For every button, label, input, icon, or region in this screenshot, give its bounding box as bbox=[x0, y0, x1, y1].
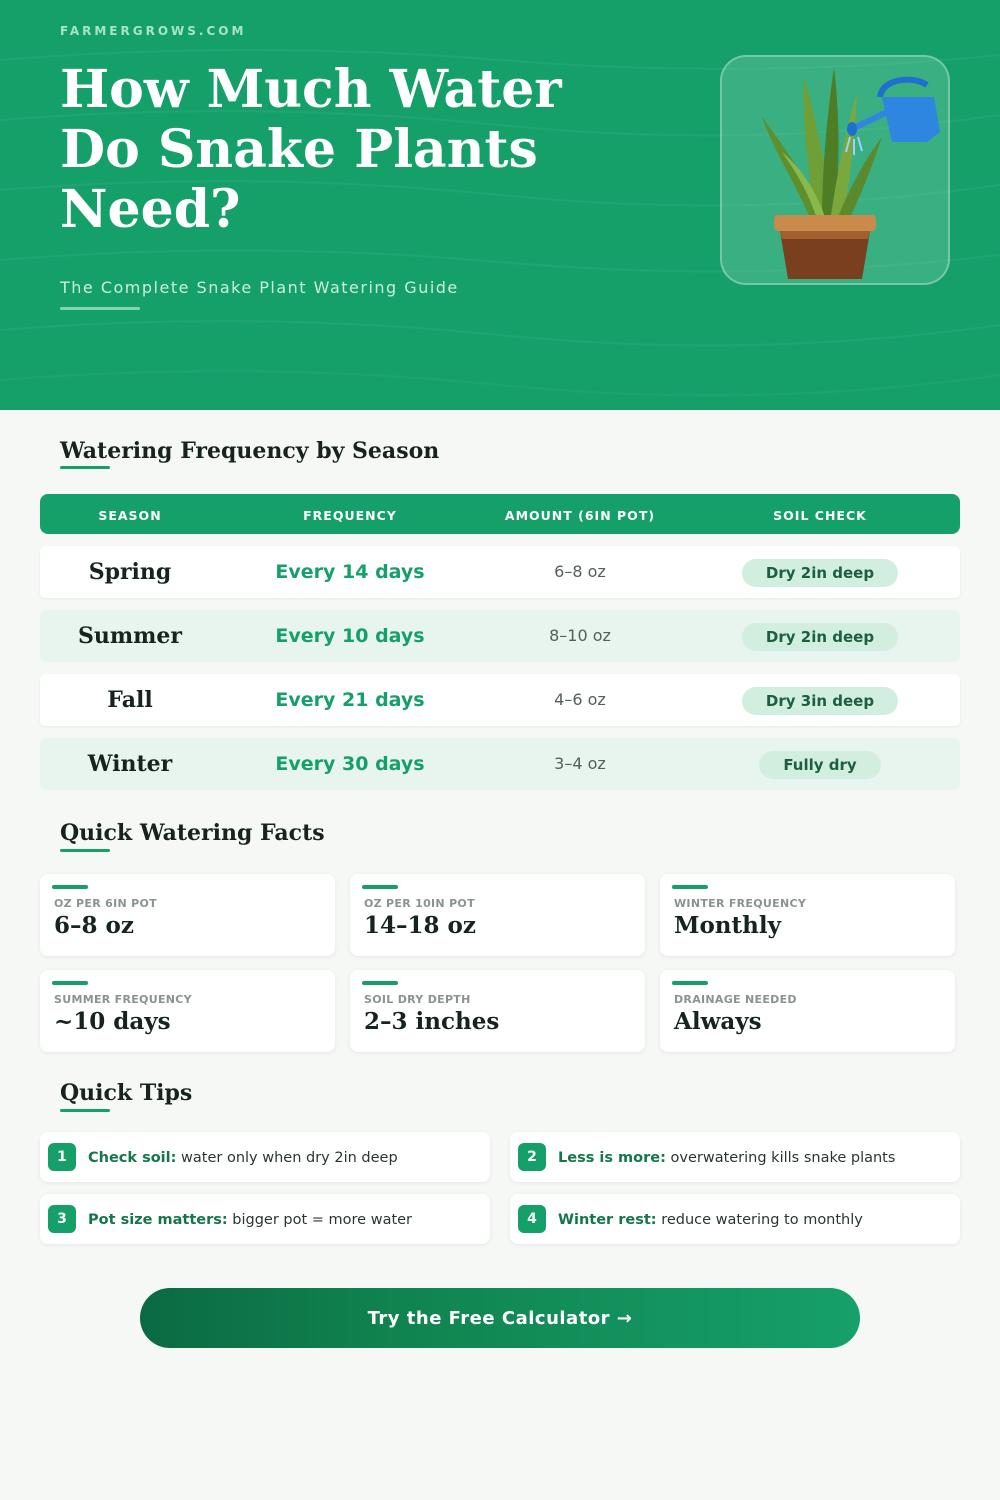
table-row bbox=[40, 610, 960, 662]
table-row bbox=[40, 546, 960, 598]
header-amount: AMOUNT (6IN POT) bbox=[504, 508, 656, 523]
fact-card bbox=[40, 970, 335, 1052]
header-season: SEASON bbox=[98, 508, 162, 523]
amount-value: 8–10 oz bbox=[549, 626, 611, 645]
amount-value: 4–6 oz bbox=[554, 690, 606, 709]
site-name: FARMERGROWS.COM bbox=[60, 24, 247, 38]
tip-item bbox=[510, 1194, 960, 1244]
tip-description: bigger pot = more water bbox=[227, 1212, 413, 1228]
soil-check-cell bbox=[700, 738, 940, 790]
fact-label: OZ PER 10IN POT bbox=[364, 897, 475, 910]
page-title: How Much Water Do Snake Plants Need? bbox=[60, 59, 562, 240]
fact-label: DRAINAGE NEEDED bbox=[674, 993, 797, 1006]
fact-card bbox=[660, 874, 955, 956]
fact-accent-bar bbox=[52, 981, 88, 985]
season-section-title: Watering Frequency by Season bbox=[60, 438, 440, 464]
season-name: Summer bbox=[77, 623, 183, 649]
hero-illustration-card bbox=[720, 55, 950, 285]
tip-text bbox=[88, 1194, 412, 1244]
subtitle-underline bbox=[60, 307, 140, 310]
soil-check-badge: Dry 2in deep bbox=[742, 559, 898, 587]
fact-label: OZ PER 6IN POT bbox=[54, 897, 157, 910]
fact-value: Monthly bbox=[674, 912, 781, 939]
facts-section-underline bbox=[60, 849, 110, 852]
calculator-cta-button[interactable]: Try the Free Calculator → bbox=[140, 1288, 860, 1348]
amount-value: 6–8 oz bbox=[554, 562, 606, 581]
soil-check-cell bbox=[700, 546, 940, 598]
tip-item bbox=[510, 1132, 960, 1182]
fact-accent-bar bbox=[672, 981, 708, 985]
season-name: Fall bbox=[107, 687, 153, 713]
tips-section-underline bbox=[60, 1109, 110, 1112]
tip-item bbox=[40, 1132, 490, 1182]
tip-keyword: Pot size matters: bbox=[88, 1212, 228, 1228]
table-row bbox=[40, 674, 960, 726]
fact-accent-bar bbox=[52, 885, 88, 889]
soil-check-cell bbox=[700, 610, 940, 662]
tip-text bbox=[558, 1132, 895, 1182]
amount-value: 3–4 oz bbox=[554, 754, 606, 773]
fact-label: WINTER FREQUENCY bbox=[674, 897, 807, 910]
tip-text bbox=[558, 1194, 863, 1244]
soil-check-badge: Fully dry bbox=[759, 751, 880, 779]
fact-value: ~10 days bbox=[54, 1008, 171, 1035]
soil-check-badge: Dry 2in deep bbox=[742, 623, 898, 651]
header-soil-check: SOIL CHECK bbox=[773, 508, 867, 523]
hero-banner bbox=[0, 0, 1000, 410]
tip-number-badge: 3 bbox=[48, 1205, 76, 1233]
fact-label: SUMMER FREQUENCY bbox=[54, 993, 192, 1006]
snake-plant-icon bbox=[722, 57, 952, 287]
tip-text bbox=[88, 1132, 398, 1182]
tip-keyword: Less is more: bbox=[558, 1150, 666, 1166]
fact-card bbox=[350, 970, 645, 1052]
fact-card bbox=[350, 874, 645, 956]
tip-description: reduce watering to monthly bbox=[656, 1212, 863, 1228]
season-section-underline bbox=[60, 466, 110, 469]
frequency-value: Every 30 days bbox=[275, 753, 425, 775]
tip-description: water only when dry 2in deep bbox=[176, 1150, 398, 1166]
fact-label: SOIL DRY DEPTH bbox=[364, 993, 471, 1006]
soil-check-badge: Dry 3in deep bbox=[742, 687, 898, 715]
fact-value: 6–8 oz bbox=[54, 912, 134, 939]
table-row bbox=[40, 738, 960, 790]
tip-keyword: Check soil: bbox=[88, 1150, 177, 1166]
tip-keyword: Winter rest: bbox=[558, 1212, 657, 1228]
tip-number-badge: 4 bbox=[518, 1205, 546, 1233]
header-frequency: FREQUENCY bbox=[303, 508, 397, 523]
tips-section-title: Quick Tips bbox=[60, 1080, 193, 1106]
tip-item bbox=[40, 1194, 490, 1244]
fact-value: 2–3 inches bbox=[364, 1008, 500, 1035]
frequency-value: Every 21 days bbox=[275, 689, 425, 711]
soil-check-cell bbox=[700, 674, 940, 726]
season-name: Winter bbox=[87, 751, 173, 777]
season-name: Spring bbox=[88, 559, 172, 585]
fact-card bbox=[660, 970, 955, 1052]
page-subtitle: The Complete Snake Plant Watering Guide bbox=[60, 278, 459, 297]
fact-value: 14–18 oz bbox=[364, 912, 476, 939]
fact-card bbox=[40, 874, 335, 956]
fact-accent-bar bbox=[362, 885, 398, 889]
tip-number-badge: 2 bbox=[518, 1143, 546, 1171]
tip-number-badge: 1 bbox=[48, 1143, 76, 1171]
facts-section-title: Quick Watering Facts bbox=[60, 820, 325, 846]
season-table-header bbox=[40, 494, 960, 534]
frequency-value: Every 14 days bbox=[275, 561, 425, 583]
tip-description: overwatering kills snake plants bbox=[665, 1150, 896, 1166]
fact-accent-bar bbox=[672, 885, 708, 889]
fact-value: Always bbox=[674, 1008, 762, 1035]
frequency-value: Every 10 days bbox=[275, 625, 425, 647]
fact-accent-bar bbox=[362, 981, 398, 985]
